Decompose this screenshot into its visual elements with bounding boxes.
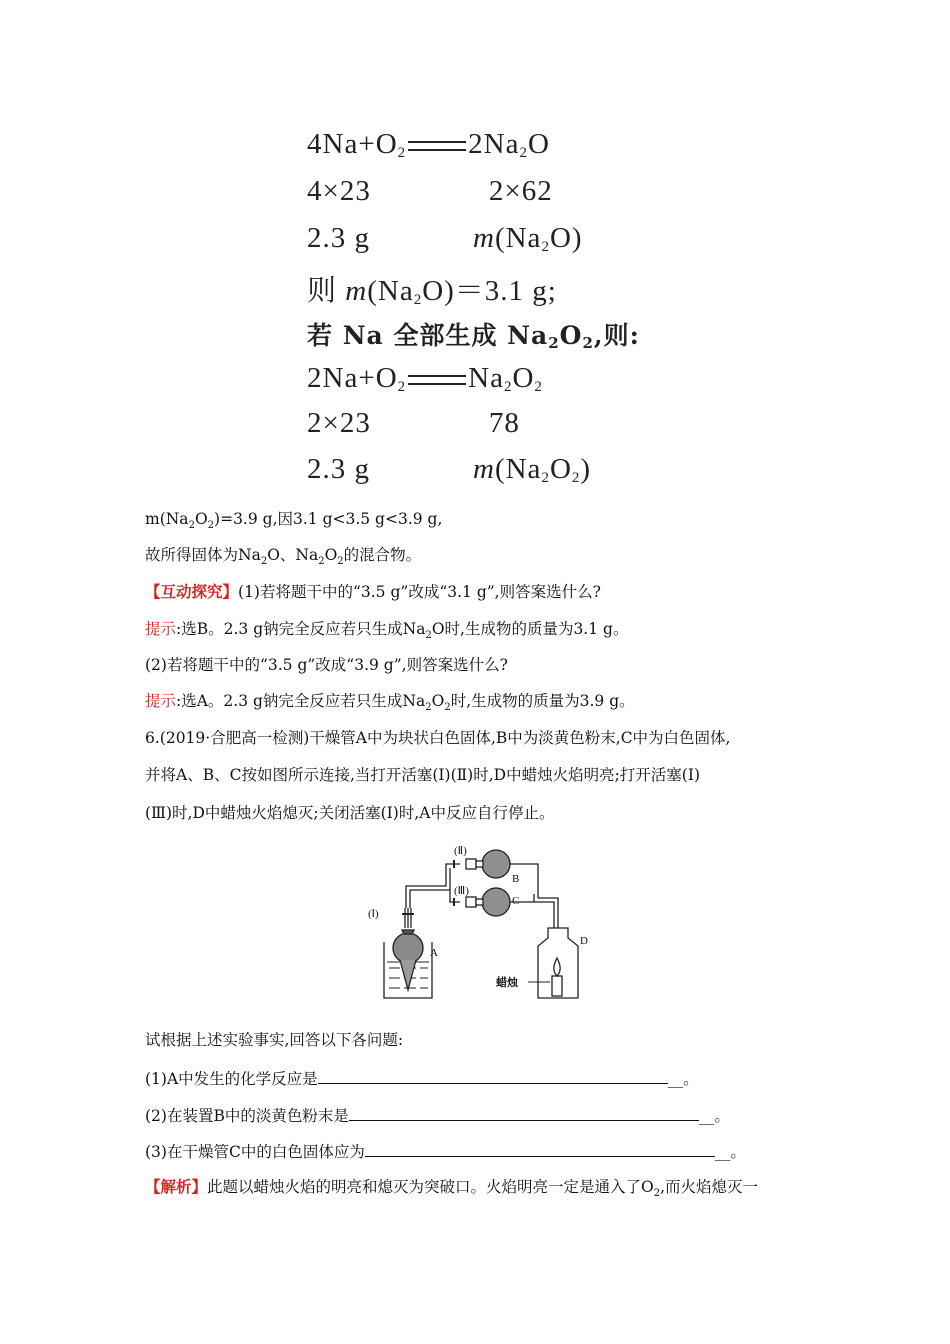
question-6-line-3: (Ⅲ)时,D中蜡烛火焰熄灭;关闭活塞(Ⅰ)时,A中反应自行停止。 (145, 804, 555, 822)
equation-row-7: 2×23 78 (307, 407, 520, 439)
label-d: D (580, 935, 588, 947)
question-6-line-2: 并将A、B、C按如图所示连接,当打开活塞(Ⅰ)(Ⅱ)时,D中蜡烛火焰明亮;打开活塞(Ⅰ) (145, 766, 701, 784)
label-a: A (430, 947, 438, 959)
label-c: C (512, 895, 520, 907)
answer-blank-3[interactable] (365, 1140, 715, 1157)
question-6-line-1: 6.(2019·合肥高一检测)干燥管A中为块状白色固体,B中为淡黄色粉末,C中为白色固体, (145, 729, 731, 747)
equation-row-5: 若 Na 全部生成 $Na_2O_2$,则: (307, 321, 640, 352)
label-candle: 蜡烛 (496, 976, 518, 989)
equation-row-4: 则 $m(Na_2O)=3.1$ g; (307, 275, 557, 308)
answer-blank-2[interactable] (349, 1104, 699, 1121)
text-mass-comparison: $m(Na_2O_2)=3.9$ g,因3.1 g<3.5 g<3.9 g, (145, 510, 443, 532)
double-line-sign (408, 375, 466, 385)
apparatus-figure (368, 842, 608, 1002)
equation-row-2: 4×23 2×62 (307, 175, 553, 207)
question-2: (2)在装置B中的淡黄色粉末是 __。 (145, 1104, 730, 1126)
analysis-line: 【解析】此题以蜡烛火焰的明亮和熄灭为突破口。火焰明亮一定是通入了$O_2$,而火焰熄灭一 (145, 1177, 759, 1200)
answer-blank-1[interactable] (318, 1067, 668, 1084)
equation-row-8: 2.3 g $m(Na_2O_2)$ (307, 453, 592, 486)
interactive-explore-q2: (2)若将题干中的“3.5 g”改成“3.9 g”,则答案选什么? (145, 656, 508, 674)
text-conclusion: 故所得固体为$Na_2O$、$Na_2O_2$的混合物。 (145, 546, 422, 568)
equation-row-1: $4Na+O_2$ $2Na_2O$ (307, 128, 550, 161)
interactive-explore-q1: 【互动探究】(1)若将题干中的“3.5 g”改成“3.1 g”,则答案选什么? (145, 582, 601, 601)
double-line-sign (408, 141, 466, 151)
equation-row-3: 2.3 g $m(Na_2O)$ (307, 222, 583, 255)
label-valve-3: (Ⅲ) (454, 885, 469, 897)
label-valve-1: (Ⅰ) (368, 908, 379, 920)
question-1: (1)A中发生的化学反应是 __。 (145, 1067, 699, 1089)
equation-row-6: $2Na+O_2$ $Na_2O_2$ (307, 362, 543, 395)
hint-1: 提示:选B。2.3 g钠完全反应若只生成$Na_2O$时,生成物的质量为3.1 g。 (145, 620, 629, 642)
label-b: B (512, 873, 520, 885)
hint-2: 提示:选A。2.3 g钠完全反应若只生成$Na_2O_2$时,生成物的质量为3.9 g。 (145, 692, 635, 714)
label-valve-2: (Ⅱ) (454, 845, 467, 857)
question-3: (3)在干燥管C中的白色固体应为 __。 (145, 1140, 746, 1162)
answer-intro: 试根据上述实验事实,回答以下各问题: (145, 1031, 404, 1049)
